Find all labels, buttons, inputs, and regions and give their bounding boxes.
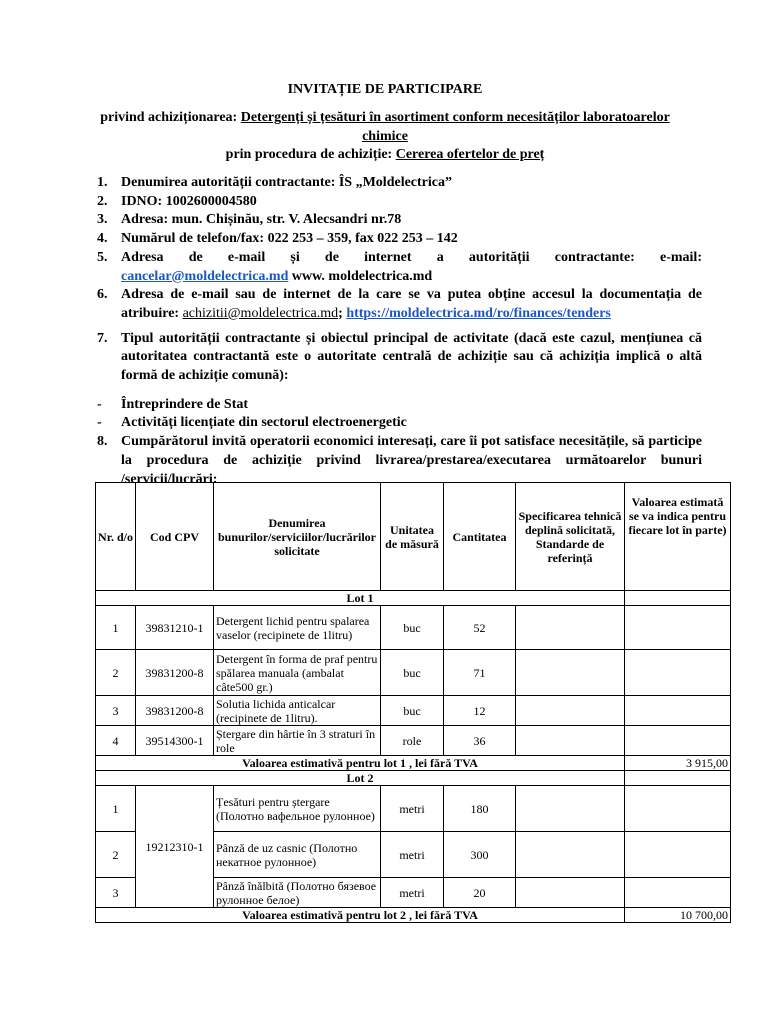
list-item: 4. Numărul de telefon/fax: 022 253 – 359, fax 022 253 – 142: [97, 231, 458, 247]
lot-row: [96, 591, 731, 606]
document-title: INVITAȚIE DE PARTICIPARE: [287, 82, 483, 97]
table-row: 3 Pânză înălbită (Полотно бязевое рулонное белое) metri 20: [96, 878, 731, 908]
header-qty: Cantitatea: [444, 483, 516, 591]
procurement-table: [95, 482, 731, 923]
lot2-total-value: 10 700,00: [625, 908, 731, 923]
procedure-prefix: prin procedura de achiziție:: [225, 147, 396, 162]
table-header-row: [96, 483, 731, 591]
table-row: 1 39831210-1 Detergent lichid pentru spalarea vaselor (recipinete de 1litru) buc 52: [96, 606, 731, 650]
list-item: 1. Denumirea autorității contractante: ÎS „Moldelectrica”: [97, 175, 452, 190]
tenders-link[interactable]: https://moldelectrica.md/ro/finances/tenders: [346, 305, 611, 321]
header-cpv: Cod CPV: [136, 483, 214, 591]
list-item: - Întreprindere de Stat: [97, 396, 249, 412]
header-nr: Nr. d/o: [96, 483, 136, 591]
list-item: 3. Adresa: mun. Chișinău, str. V. Alecsandri nr.78: [97, 212, 402, 228]
header-value: Valoarea estimată se va indica pentru fiecare lot în parte): [625, 483, 731, 591]
lot1-total-value: 3 915,00: [625, 756, 731, 771]
subtitle-object-cont: chimice: [362, 129, 408, 144]
list-item: - Activități licențiate din sectorul electroenergetic: [97, 415, 407, 431]
list-item: 6. Adresa de e-mail sau de internet de la care se va putea obține accesul la documentația de atribuire: achizitii@moldelectrica.md; https://moldelectrica.md/ro/finances/tenders: [97, 287, 702, 321]
subtitle-object: Detergenți și țesături în asortiment conform necesităților laboratoarelor: [240, 110, 670, 125]
table-row: 2 39831200-8 Detergent în forma de praf pentru spălarea manuala (ambalat câte500 gr.) buc 71: [96, 650, 731, 696]
header-spec: Specificarea tehnică deplină solicitată, Standarde de referință: [516, 483, 625, 591]
document-subtitle: [60, 108, 710, 146]
website-text: www. moldelectrica.md: [288, 268, 433, 284]
info-list: [97, 174, 702, 489]
lot-total-row: [96, 756, 731, 771]
list-item: 2. IDNO: 1002600004580: [97, 193, 257, 209]
list-item: 5. Adresa de e-mail și de internet a autorității contractante: e-mail: cancelar@moldelectrica.md www. moldelectrica.md: [97, 249, 702, 284]
table-row: 2 Pânză de uz casnic (Полотно некатное рулонное) metri 300: [96, 832, 731, 878]
lot-total-row: [96, 908, 731, 923]
subtitle-prefix: privind achiziționarea:: [100, 110, 241, 125]
table-row: 1 19212310-1 Țesături pentru ștergare (Полотно вафельное рулонное) metri 180: [96, 786, 731, 832]
table-row: 3 39831200-8 Solutia lichida anticalcar (recipinete de 1litru). buc 12: [96, 696, 731, 726]
contact-email-link[interactable]: cancelar@moldelectrica.md: [121, 268, 289, 284]
header-unit: Unitatea de măsură: [381, 483, 444, 591]
procedure-line: [60, 147, 710, 163]
procedure-name: Cererea ofertelor de preț: [395, 147, 545, 162]
lot1-label: Lot 1: [96, 591, 625, 606]
lot-row: [96, 771, 731, 786]
table-row: 4 39514300-1 Ștergare din hârtie în 3 straturi în role role 36: [96, 726, 731, 756]
lot1-total-label: Valoarea estimativă pentru lot 1 , lei fără TVA: [96, 756, 625, 771]
lot2-total-label: Valoarea estimativă pentru lot 2 , lei fără TVA: [96, 908, 625, 923]
procurement-email[interactable]: achizitii@moldelectrica.md: [182, 305, 339, 321]
list-item: 8. Cumpărătorul invită operatorii economici interesați, care îi pot satisface necesitățile, să participe la procedura de achiziție privind livrarea/prestarea/executarea următoarelor bunuri /servicii/lucrări:: [97, 434, 702, 487]
lot2-cpv: 19212310-1: [136, 786, 214, 908]
list-item: 7. Tipul autorității contractante și obiectul principal de activitate (dacă este cazul, mențiunea că autoritatea contractantă este o autoritate centrală de achiziție sau că achiziția implică o altă formă de achiziție comună):: [97, 330, 702, 384]
header-name: Denumirea bunurilor/serviciilor/lucrărilor solicitate: [214, 483, 381, 591]
lot2-label: Lot 2: [96, 771, 625, 786]
